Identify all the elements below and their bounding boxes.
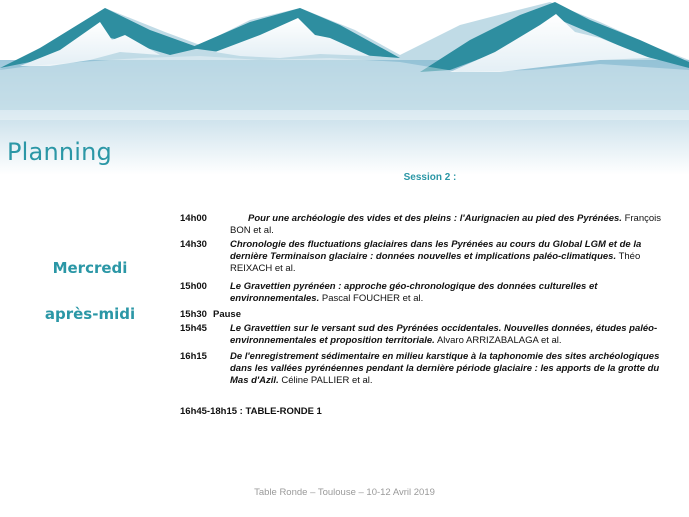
talk-authors: Théo REIXACH et al. xyxy=(230,251,641,274)
pause-label: Pause xyxy=(213,309,241,320)
talk-title: Le Gravettien pyrénéen : approche géo-chronologique des données culturelles et environnementales. xyxy=(230,281,598,304)
period-label: après-midi xyxy=(44,305,136,323)
talk-title: Chronologie des fluctuations glaciaires dans les Pyrénées au cours du Global LGM et de la dernière Terminaison glaciaire : données nouvelles et implications paléo-climatiques. xyxy=(230,239,642,262)
talk-body xyxy=(230,213,675,237)
talk-time: 15h00 xyxy=(180,281,207,292)
talk-title: De l'enregistrement sédimentaire en milieu karstique à la taphonomie des sites archéologiques dans les vallées pyrénéennes pendant la dernière période glaciaire : les apports de la grotte du Mas d'Azil. xyxy=(230,351,660,386)
talk-authors: François BON et al. xyxy=(230,213,662,236)
talk-title: Le Gravettien sur le versant sud des Pyrénées occidentales. Nouvelles données, études paléo-environnementales et proposition territoriale. xyxy=(230,323,658,346)
talk-time: 14h00 xyxy=(180,213,207,224)
talk-time: 15h45 xyxy=(180,323,207,334)
talk-body xyxy=(230,281,675,305)
talk-body xyxy=(230,351,675,387)
footer-text: Table Ronde – Toulouse – 10-12 Avril 2019 xyxy=(254,487,435,498)
talk-time: 14h30 xyxy=(180,239,207,250)
talk-authors: Alvaro ARRIZABALAGA et al. xyxy=(436,335,562,346)
talk-title: Pour une archéologie des vides et des pleins : l'Aurignacien au pied des Pyrénées. xyxy=(248,213,622,224)
talk-time: 16h15 xyxy=(180,351,207,362)
page-title: Planning xyxy=(7,138,112,166)
talk-body xyxy=(230,323,675,347)
talk-body xyxy=(230,239,675,275)
session-title: Session 2 : xyxy=(403,172,457,183)
talk-authors: Céline PALLIER et al. xyxy=(281,375,373,386)
pause-time: 15h30 xyxy=(180,309,207,320)
talk-authors: Pascal FOUCHER et al. xyxy=(321,293,424,304)
day-label: Mercredi xyxy=(52,259,128,277)
table-ronde-label: 16h45-18h15 : TABLE-RONDE 1 xyxy=(180,406,322,417)
